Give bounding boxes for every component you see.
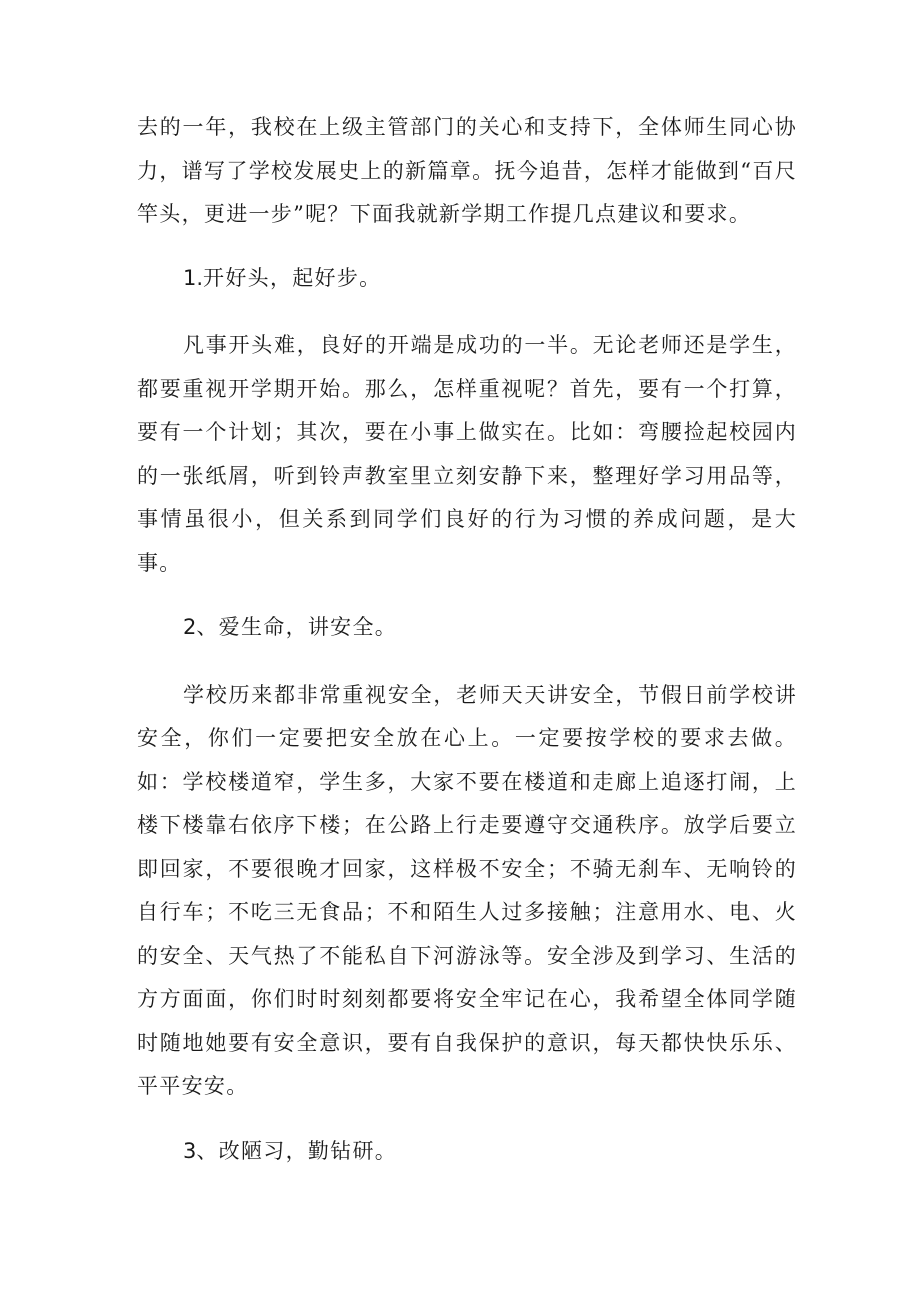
section-1-heading [137, 257, 797, 301]
section-3-heading [137, 1130, 797, 1174]
section-1-number: 1. [183, 265, 204, 290]
section-1-paragraph: 凡事开头难，良好的开端是成功的一半。无论老师还是学生，都要重视开学期开始。那么，怎样重视呢？首先，要有一个打算，要有一个计划；其次，要在小事上做实在。比如：弯腰捡起校园内的一张纸屑，听到铃声教室里立刻安静下来，整理好学习用品等，事情虽很小，但关系到同学们良好的行为习惯的养成问题，是大事。 [137, 333, 797, 575]
section-2-title: 、爱生命，讲安全。 [196, 615, 398, 639]
section-2-paragraph: 学校历来都非常重视安全，老师天天讲安全，节假日前学校讲安全，你们一定要把安全放在心上。一定要按学校的要求去做。如：学校楼道窄，学生多，大家不要在楼道和走廊上追逐打闹，上楼下楼靠右依序下楼；在公路上行走要遵守交通秩序。放学后要立即回家，不要很晚才回家，这样极不安全；不骑无刹车、无响铃的自行车；不吃三无食品；不和陌生人过多接触；注意用水、电、火的安全、天气热了不能私自下河游泳等。安全涉及到学习、生活的方方面面，你们时时刻刻都要将安全牢记在心，我希望全体同学随时随地她要有安全意识，要有自我保护的意识，每天都快快乐乐、平平安安。 [137, 682, 797, 1098]
section-3-number: 3 [183, 1138, 197, 1163]
section-2-number: 2 [183, 615, 197, 639]
document-body [137, 106, 797, 1193]
section-3-title: 、改陋习，勤钻研。 [196, 1138, 398, 1163]
section-2-heading [137, 606, 797, 650]
section-1-title: 开好头，起好步。 [203, 265, 382, 290]
intro-paragraph: 去的一年，我校在上级主管部门的关心和支持下，全体师生同心协力，谱写了学校发展史上的新篇章。抚今追昔，怎样才能做到“百尺竿头，更进一步”呢？下面我就新学期工作提几点建议和要求。 [137, 115, 797, 226]
